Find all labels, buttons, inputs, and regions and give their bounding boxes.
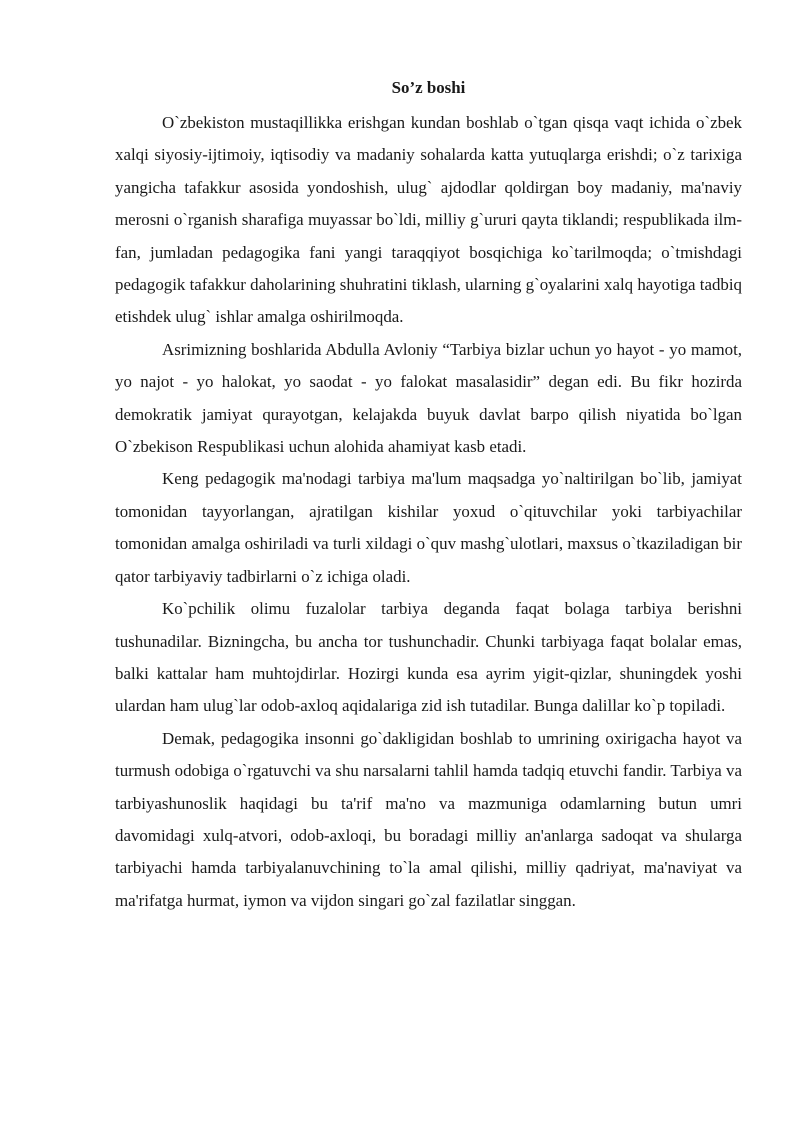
paragraph-independence: O`zbekiston mustaqillikka erishgan kundan boshlab o`tgan qisqa vaqt ichida o`zbek xalqi siyosiy-ijtimoiy, iqtisodiy va madaniy sohalarda katta yutuqlarga erishdi; o`z tarixiga yangicha tafakkur asosida yondoshish, ulug` ajdodlar qoldirgan boy madaniy, ma'naviy merosni o`rganish sharafiga muyassar bo`ldi, milliy g`ururi qayta tiklandi; respublikada ilm-fan, jumladan pedagogika fani yangi taraqqiyot bosqichiga ko`tarilmoqda; o`tmishdagi pedagogik tafakkur daholarining shuhratini tiklash, ularning g`oyalarini xalq hayotiga tadbiq etishdek ulug` ishlar amalga oshirilmoqda. [115, 113, 742, 327]
document-body [115, 72, 742, 917]
paragraph-scholars-view: Ko`pchilik olimu fuzalolar tarbiya deganda faqat bolaga tarbiya berishni tushunadilar. Bizningcha, bu ancha tor tushunchadir. Chunki tarbiyaga faqat bolalar emas, balki kattalar ham muhtojdirlar. Hozirgi kunda esa ayrim yigit-qizlar, shuningdek yoshi ulardan ham ulug`lar odob-axloq aqidalariga zid ish tutadilar. Bunga dalillar ko`p topiladi. [115, 599, 742, 716]
paragraph-pedagogical-meaning: Keng pedagogik ma'nodagi tarbiya ma'lum maqsadga yo`naltirilgan bo`lib, jamiyat tomonidan tayyorlangan, ajratilgan kishilar yoxud o`qituvchilar yoki tarbiyachilar tomonidan amalga oshiriladi va turli xildagi o`quv mashg`ulotlari, maxsus o`tkaziladigan bir qator tarbiyaviy tadbirlarni o`z ichiga oladi. [115, 469, 742, 586]
document-title: So’z boshi [391, 78, 466, 97]
paragraph-avloniy-quote: Asrimizning boshlarida Abdulla Avloniy “Tarbiya bizlar uchun yo hayot - yo mamot, yo najot - yo halokat, yo saodat - yo falokat masalasidir” degan edi. Bu fikr hozirda demokratik jamiyat qurayotgan, kelajakda buyuk davlat barpo qilish niyatida bo`lgan O`zbekison Respublikasi uchun alohida ahamiyat kasb etadi. [115, 339, 742, 457]
paragraph-pedagogy-definition: Demak, pedagogika insonni go`dakligidan boshlab to umrining oxirigacha hayot va turmush odobiga o`rgatuvchi va shu narsalarni tahlil hamda tadqiq etuvchi fandir. Tarbiya va tarbiyashunoslik haqidagi bu ta'rif ma'no va mazmuniga odamlarning butun umri davomidagi xulq-atvori, odob-axloqi, bu boradagi milliy an'anlarga sadoqat va shularga tarbiyachi hamda tarbiyalanuvchining to`la amal qilishi, milliy qadriyat, ma'naviyat va ma'rifatga hurmat, iymon va vijdon singari go`zal fazilatlar singgan. [115, 728, 742, 910]
